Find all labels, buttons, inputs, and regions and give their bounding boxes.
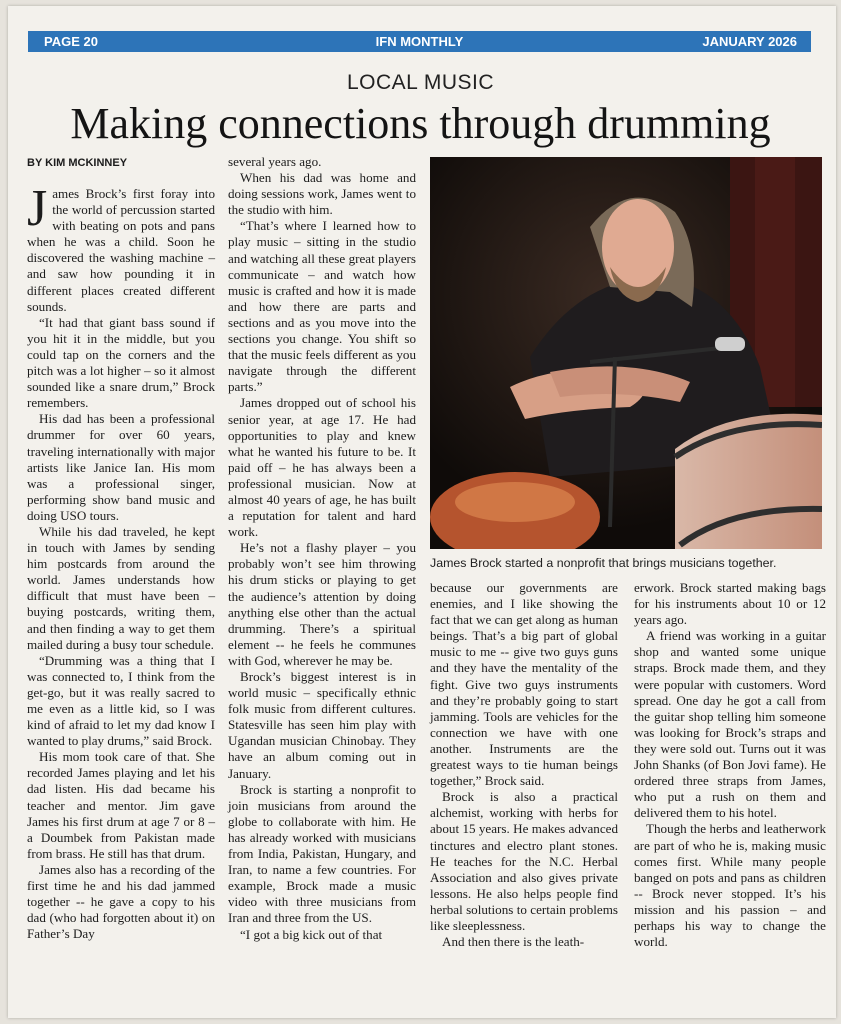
photo-illustration [430,157,822,549]
paragraph: Though the herbs and leatherwork are part of who he is, making music comes first. While many people banged on pots and pans as children -- Brock never stopped. It’s his mission and his passion – and perhaps his way to change the world. [634,821,826,950]
paragraph: James dropped out of school his senior year, at age 17. He had opportunities to play and knew what he wanted his future to be. It paid off – he has always been a professional musician. Now at almost 40 years of age, he has built a reputation for talent and hard work. [228,395,416,540]
drop-cap: J [27,180,48,237]
paragraph: His mom took care of that. She recorded James playing and let his dad listen. His dad became his teacher and mentor. Jim gave James his first drum at age 7 or 8 – a Doumbek from Pakistan made from brass. He still has that drum. [27,749,215,861]
photo-caption: James Brock started a nonprofit that brings musicians together. [430,556,777,570]
paragraph: Brock is starting a nonprofit to join musicians from around the globe to collaborate with him. He has already worked with musicians from India, Pakistan, Hungary, and Iran, to name a few countries. For example, Brock made a music video with three musicians from Iran and three from the US. [228,781,416,926]
article-column-1 [27,180,215,942]
paragraph: “I got a big kick out of that [240,926,383,942]
paragraph: because our governments are enemies, and I like showing the fact that we can get along as human beings. That’s a big part of global music to me -- give two guys guns and they have the mentality of the fight. Give two guys instruments and they’re probably going to start jamming. Tools are vehicles for the connection we have with one another. Instruments are the greatest ways to tie human beings together,” Brock said. [430,580,618,789]
paragraph: He’s not a flashy player – you probably won’t see him throwing his drum sticks or playing to get the audience’s attention by doing anything else other than the actual drumming. There’s a spiritual element -- he feels he communes with God, wherever he may be. [228,540,416,668]
paragraph: “That’s where I learned how to play music – sitting in the studio and watching all these great players communicate – and watch how music is crafted and how it is made and how there are parts and sections and as you move into the sections you change. You shift so that the music feels different as you navigate through the different parts.” [228,218,416,395]
paragraph: His dad has been a professional drummer for over 60 years, traveling internationally with major artists like Janice Ian. His mom was a professional singer, performing show band music and doing USO tours. [27,411,215,523]
article-byline: BY KIM MCKINNEY [27,157,128,169]
article-headline: Making connections through drumming [70,99,771,148]
paragraph: “It had that giant bass sound if you hit it in the middle, but you could tap on the corners and the pitch was a lot higher – so it almost sounded like a snare drum,” Brock remembers. [27,314,215,411]
paragraph: Brock is also a practical alchemist, working with herbs for about 15 years. He makes advanced tinctures and electro plant stones. He teaches for the N.C. Herbal Association and also gives private lessons. He also helps people find herbal solutions to certain problems like sleeplessness. [430,789,618,933]
publication-name: IFN MONTHLY [375,34,464,49]
paragraph: Brock’s biggest interest is in world music – specifically ethnic folk music from different cultures. Statesville has seen him play with Ugandan musician Chinobay. They have an album coming out in January. [228,669,416,781]
article-column-3 [430,580,618,950]
issue-date: JANUARY 2026 [702,34,797,49]
paragraph: A friend was working in a guitar shop and wanted some unique straps. Brock made them, and they were popular with customers. Word spread. One day he got a call from the guitar shop telling him someone was looking for Brock’s straps and they were sold out. Turns out it was John Shanks (of Bon Jovi fame). He ordered three straps from James, who put a rush on them and delivered them to his hotel. [634,628,826,821]
paragraph: When his dad was home and doing sessions work, James went to the studio with him. [228,170,416,218]
paragraph: And then there is the leath- [442,934,585,950]
paragraph: erwork. Brock started making bags for his instruments about 10 or 12 years ago. [634,580,826,628]
page-header-bar [28,31,811,52]
paragraph: “Drumming was a thing that I was connected to, I think from the get-go, but it was really sacred to me even as a little kid, so I was kind of afraid to let my dad know I wanted to play drums,” said Brock. [27,652,215,749]
page-number: PAGE 20 [44,34,98,49]
paragraph: James Brock’s first foray into the world of percussion started with beating on pots and pans when he was a child. Soon he discovered the washing machine – and saw how pounding it in different places created different sounds. [27,180,215,314]
article-column-2 [228,154,416,943]
musician-photo [430,157,822,549]
article-column-4 [634,580,826,950]
paragraph: several years ago. [228,154,322,169]
paragraph: James also has a recording of the first time he and his dad jammed together -- he gave a copy to his dad (who had forgotten about it) on Father’s Day [27,861,215,942]
section-label: LOCAL MUSIC [346,71,495,94]
paragraph: While his dad traveled, he kept in touch with James by sending him postcards from around the world. James understands how difficult that must have been – buying postcards, writing them, and then finding a way to get them mailed during a busy tour schedule. [27,523,215,652]
